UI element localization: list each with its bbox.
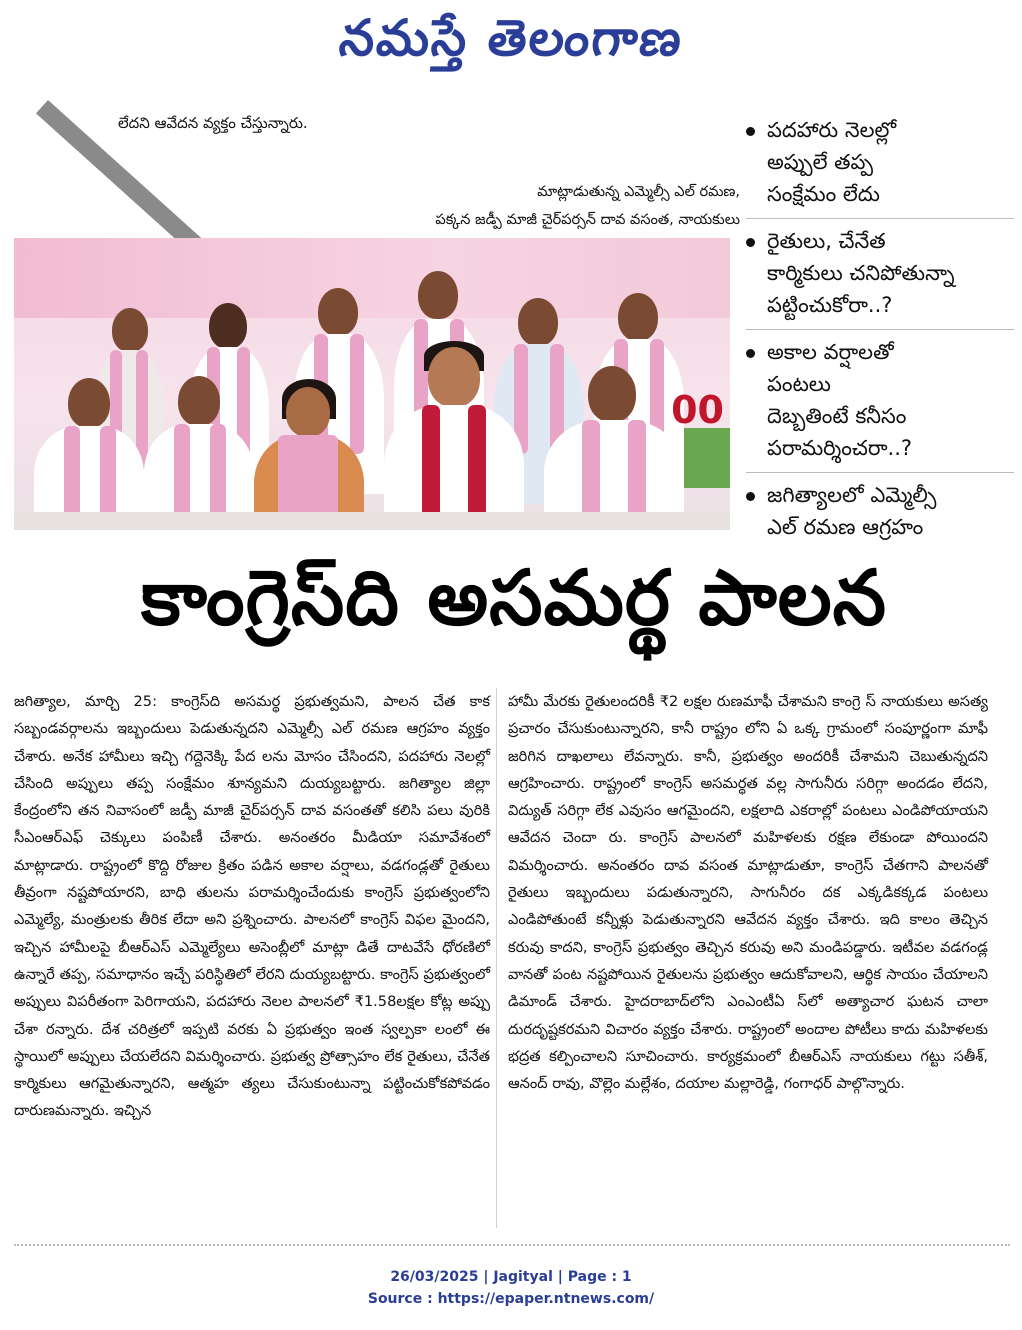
highlight-item [746, 219, 1014, 330]
highlight-text: జగిత్యాలలో ఎమ్మెల్సీ ఎల్ రమణ ఆగ్రహం [767, 483, 937, 539]
highlights-sidebar [746, 108, 1014, 551]
photo-caption-line: మాట్లాడుతున్న ఎమ్మెల్సీ ఎల్ రమణ, [537, 184, 740, 200]
footer-date-line: 26/03/2025 | Jagityal | Page : 1 [390, 1269, 632, 1285]
person [34, 378, 144, 530]
photo-caption [420, 178, 740, 234]
person [384, 343, 524, 530]
article-text: హామీ మేరకు రైతులందరికీ ₹2 లక్షల రుణమాఫీ చేశామని కాంగ్రె స్ నాయకులు అసత్య ప్రచారం చేసుకుంటున్నారని, కానీ రాష్ట్రం లోని ఏ ఒక్క గ్రామంలో సంపూర్ణంగా మాఫీ జరిగిన దాఖలాలు లేవన్నారు. కానీ, ప్రభుత్వం అందరికీ చేశామని చెబుతున్నదని ఆగ్రహించారు. రాష్ట్రంలో కాంగ్రెస్ అసమర్థత వల్ల సాగునీరు సరిగ్గా అందడం లేదని, విద్యుత్ సరిగ్గా లేక ఎవుసం ఆగమైందని, లక్షలాది ఎకరాల్లో పంటలు ఎండిపోయాయని ఆవేదన చెందా రు. కాంగ్రెస్ పాలనలో మహిళలకు రక్షణ లేకుండా పోయిందని విమర్శించారు. అనంతరం దావ వసంత మాట్లాడుతూ, కాంగ్రెస్ చేతగాని పాలనతో రైతులు ఇబ్బందులు పడుతున్నారని, సాగునీరం దక ఎక్కడికక్కడ పంటలు ఎండిపోతుంటే కన్నీళ్లు పెడుతున్నారని ఆవేదన వ్యక్తం చేశారు. ఇది కాలం తెచ్చిన కరువు కాదని, కాంగ్రెస్ ప్రభుత్వం తెచ్చిన కరువు అని మండిపడ్డారు. ఇటీవల వడగండ్ల వానతో పంట నష్టపోయిన రైతులను ప్రభుత్వం ఆదుకోవాలని, ఆర్థిక సాయం చేయాలని డిమాండ్ చేశారు. హైదరాబాద్‌లోని ఎంఎంటీఏ స్‌లో అత్యాచార ఘటన చాలా దురదృష్టకరమని విచారం వ్యక్తం చేశారు. రాష్ట్రంలో అందాల పోటీలు కాదు మహిళలకు భద్రత కల్పించాలని సూచించారు. కార్యక్రమంలో బీఆర్ఎస్ నాయకులు గట్టు సతీశ్, ఆనంద్ రావు, వొల్లెం మల్లేశం, దయాల మల్లారెడ్డి, గంగాధర్ పాల్గొన్నారు. [508, 693, 988, 1093]
column-divider [496, 688, 497, 1228]
masthead [0, 0, 1022, 88]
headline: కాంగ్రెస్‌ది అసమర్థ పాలన [140, 553, 888, 642]
photo-caption-line: పక్కన జడ్పీ మాజీ చైర్‌పర్సన్ దావ వసంత, నాయకులు [435, 212, 740, 228]
bottom-divider [14, 1244, 1010, 1248]
bullet-icon [746, 127, 755, 136]
highlight-item [746, 330, 1014, 473]
highlight-item [746, 108, 1014, 219]
highlight-text: పదహారు నెలల్లో అప్పులే తప్ప సంక్షేమం లేదు [767, 118, 897, 206]
person [144, 376, 254, 530]
person [254, 383, 364, 530]
footer-source-link[interactable]: Source : https://epaper.ntnews.com/ [367, 1291, 655, 1307]
bullet-icon [746, 349, 755, 358]
news-photo [14, 238, 730, 530]
footer [0, 1266, 1022, 1310]
bullet-icon [746, 238, 755, 247]
banner-text-fragment: 00 [671, 388, 724, 432]
person [544, 366, 684, 530]
article-column-left [14, 688, 490, 1125]
table-edge [14, 512, 730, 530]
article-column-right [508, 688, 988, 1097]
highlight-item [746, 473, 1014, 551]
article-text: జగిత్యాల, మార్చి 25: కాంగ్రెస్‌ది అసమర్థ ప్రభుత్వమని, పాలన చేత కాక సబ్బండవర్గాలను ఇబ్బందులు పెడుతున్నదని ఎమ్మెల్సీ ఎల్ రమణ ఆగ్రహం వ్యక్తం చేశారు. అనేక హామీలు ఇచ్చి గద్దెనెక్కి పేద లను మోసం చేసిందని, పదహారు నెలల్లో చేసింది అప్పులు తప్ప సంక్షేమం శూన్యమని దుయ్యబట్టారు. జగిత్యాల జిల్లా కేంద్రంలోని తన నివాసంలో జడ్పీ మాజీ చైర్‌పర్సన్ దావ వసంతతో కలిసి పలు వురికి సీఎంఆర్ఎఫ్ చెక్కులు పంపిణీ చేశారు. అనంతరం మీడియా సమావేశంలో మాట్లాడారు. రాష్ట్రంలో కొద్ది రోజుల క్రితం పడిన అకాల వర్షాలు, వడగండ్లతో రైతులు తీవ్రంగా నష్టపోయారని, బాధి తులను పరామర్శించేందుకు కాంగ్రెస్ ప్రభుత్వంలోని ఎమ్మెల్యే, మంత్రులకు తీరిక లేదా అని ప్రశ్నించారు. పాలనలో కాంగ్రెస్ విఫల మైందని, ఇచ్చిన హామీలపై బీఆర్ఎస్ ఎమ్మెల్యేలు అసెంబ్లీలో మాట్లా డితే దాటవేసే ధోరణిలో ఉన్నారే తప్ప, సమాధానం ఇచ్చే పరిస్థితిలో లేరని దుయ్యబట్టారు. కాంగ్రెస్ ప్రభుత్వంలో అప్పులు విపరీతంగా పెరిగాయని, పదహారు నెలల పాలనలో ₹1.58లక్షల కోట్ల అప్పు చేశా రన్నారు. దేశ చరిత్రలో ఇప్పటి వరకు ఏ ప్రభుత్వం ఇంత స్వల్పకా లంలో ఈ స్థాయిలో అప్పులు చేయలేదని విమర్శించారు. ప్రభుత్వ ప్రోత్సాహం లేక రైతులు, చేనేత కార్మికులు ఆగమైతున్నారని, ఆత్మహ త్యలు చేసుకుంటున్నా పట్టించుకోకపోవడం దారుణమన్నారు. ఇచ్చిన [14, 693, 490, 1120]
top-caption: లేదని ఆవేదన వ్యక్తం చేస్తున్నారు. [118, 114, 308, 132]
newspaper-logo: నమస్తే తెలంగాణ [336, 8, 687, 67]
highlight-text: అకాల వర్షాలతో పంటలు దెబ్బతింటే కనీసం పరామర్శించరా..? [767, 340, 913, 460]
highlight-text: రైతులు, చేనేత కార్మికులు చనిపోతున్నా పట్టించుకోరా..? [767, 229, 955, 317]
bullet-icon [746, 492, 755, 501]
